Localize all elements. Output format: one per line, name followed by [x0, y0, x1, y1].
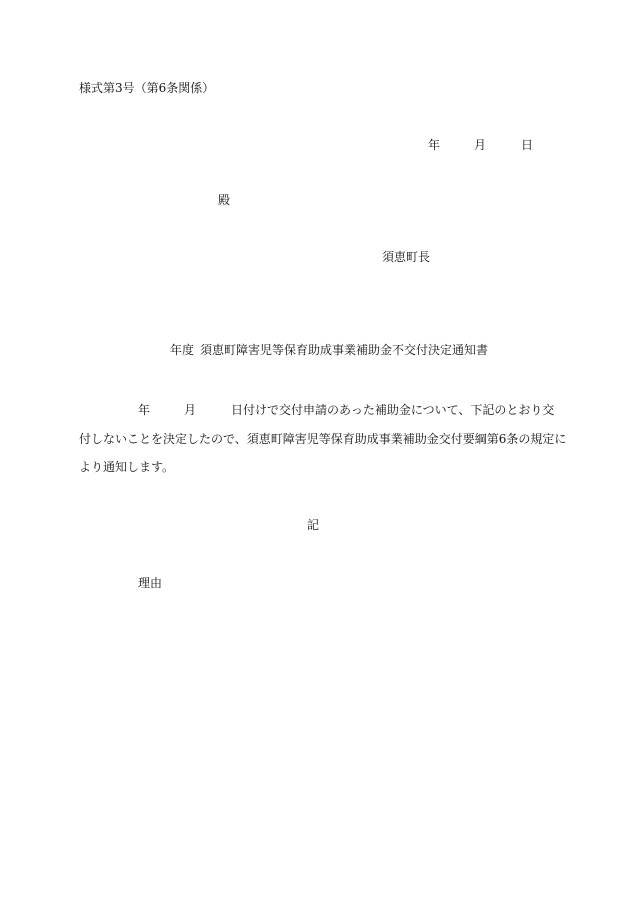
title-year-label: 年度 — [170, 343, 195, 357]
date-year-label: 年 — [428, 138, 441, 152]
body-line-1 — [138, 403, 554, 417]
reason-label: 理由 — [138, 576, 163, 590]
body-line-1-text: 日付けで交付申請のあった補助金について、下記のとおり交 — [231, 403, 555, 417]
date-month-label: 月 — [474, 138, 487, 152]
body-year-label: 年 — [138, 403, 151, 417]
body-line-2: 付しないことを決定したので、須恵町障害児等保育助成事業補助金交付要綱第6条の規定に — [79, 432, 567, 446]
notice-date — [428, 138, 533, 152]
document-title — [170, 343, 488, 357]
ki-heading: 記 — [307, 518, 320, 532]
form-number: 様式第3号（第6条関係） — [79, 81, 215, 95]
addressee-honorific: 殿 — [218, 193, 231, 207]
body-line-3: より通知します。 — [79, 460, 175, 474]
title-text: 須恵町障害児等保育助成事業補助金不交付決定通知書 — [200, 343, 489, 357]
date-day-label: 日 — [521, 138, 534, 152]
issuer-name: 須恵町長 — [382, 250, 431, 264]
body-month-label: 月 — [184, 403, 197, 417]
